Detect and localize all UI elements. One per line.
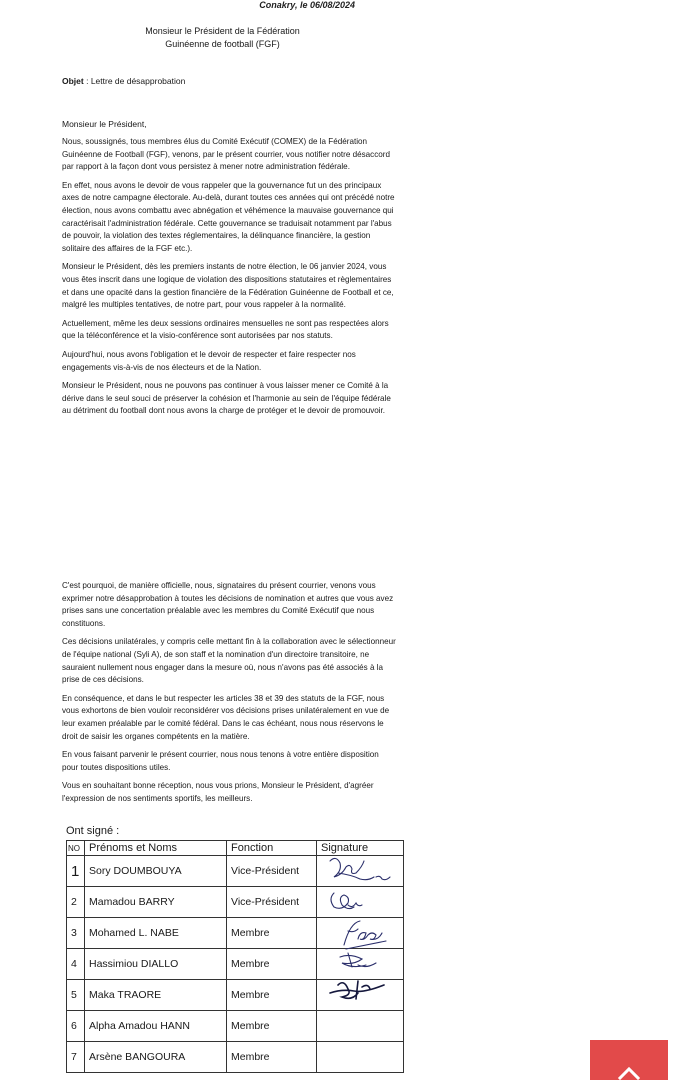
row-signature — [317, 1042, 404, 1073]
body-paragraph: En conséquence, et dans le but respecter les articles 38 et 39 des statuts de la FGF, nous vous exhortons de bien vouloir reconsidérer vos décisions prises unilatéralement en vue de leur examen préalable par le comité fédéral. Dans le cas échéant, nous nous réservons le droit de saisir les organes compétents en la matière. — [62, 693, 390, 741]
salutation: Monsieur le Président, — [62, 119, 147, 129]
table-row — [67, 1011, 404, 1042]
row-signature — [317, 949, 404, 980]
body-paragraph: Monsieur le Président, nous ne pouvons pas continuer à vous laisser mener ce Comité à la dérive dans le seul souci de préserver la cohésion et l'harmonie au sein de l'équipe fédérale au détriment du football dont nous avons la charge de protéger et le devoir de promouvoir. — [62, 381, 391, 416]
row-number: 6 — [67, 1011, 85, 1042]
subject-text: : Lettre de désapprobation — [83, 76, 186, 86]
row-signature — [317, 980, 404, 1011]
addressee-line: Monsieur le Président de la Fédération — [145, 26, 300, 36]
body-paragraph: En effet, nous avons le devoir de vous rappeler que la gouvernance fut un des principaux axes de notre campagne électorale. Au-delà, durant toutes ces années qui ont précédé notre élection, nous avons combattu avec abnégation et véhémence la mauvaise gouvernance qui caractérisait l'administration fédérale. Cette gouvernance se traduisait notamment par l'abus de pouvoir, la violation des textes réglementaires, la délinquance financière, la gestion solitaire des affaires de la FGF etc.). — [62, 180, 395, 253]
row-signature — [317, 1011, 404, 1042]
scroll-to-top-button[interactable] — [590, 1040, 668, 1080]
row-role: Membre — [227, 1042, 317, 1073]
table-header-row — [67, 841, 404, 856]
row-role: Vice-Président — [227, 856, 317, 887]
signatories-table — [66, 840, 404, 1073]
header-signature: Signature — [317, 841, 404, 856]
table-row — [67, 980, 404, 1011]
body-paragraph: Vous en souhaitant bonne réception, nous vous prions, Monsieur le Président, d'agréer l'expression de nos sentiments sportifs, les meilleurs. — [62, 781, 374, 803]
addressee-line: Guinéenne de football (FGF) — [165, 39, 280, 49]
row-role: Membre — [227, 980, 317, 1011]
row-name: Arsène BANGOURA — [85, 1042, 227, 1073]
row-signature — [317, 918, 404, 949]
body-paragraph: Nous, soussignés, tous membres élus du Comité Exécutif (COMEX) de la Fédération Guinéenne de Football (FGF), venons, par le présent courrier, vous notifier notre désaccord par rapport à la façon dont vous persistez à mener notre administration fédérale. — [62, 137, 390, 172]
body-paragraph: Ces décisions unilatérales, y compris celle mettant fin à la collaboration avec le sélectionneur de l'équipe national (Syli A), de son staff et la nomination d'un directoire transitoire, ne sauraient nullement nous engager dans la mesure où, nous n'avons pas été associés à la prise de ces décisions. — [62, 637, 396, 685]
body-paragraph: En vous faisant parvenir le présent courrier, nous nous tenons à votre entière disposition pour toutes dispositions utiles. — [62, 750, 379, 772]
row-number: 2 — [67, 887, 85, 918]
table-row — [67, 949, 404, 980]
row-name: Sory DOUMBOUYA — [85, 856, 227, 887]
body-paragraph: Monsieur le Président, dès les premiers instants de notre élection, le 06 janvier 2024, vous vous êtes inscrit dans une logique de violation des dispositions statutaires et règlementaires et dans une opacité dans la gestion financière de la Fédération Guinéenne de Football et ce, malgré les multiples tentatives, de notre part, pour vous rappeler à la normalité. — [62, 262, 394, 310]
table-row — [67, 1042, 404, 1073]
letter-body-bottom — [62, 580, 397, 812]
header-no: NO — [67, 841, 85, 856]
row-name: Hassimiou DIALLO — [85, 949, 227, 980]
row-name: Maka TRAORE — [85, 980, 227, 1011]
header-name: Prénoms et Noms — [85, 841, 227, 856]
letter-body-top — [62, 136, 397, 424]
row-number: 4 — [67, 949, 85, 980]
subject-line — [62, 76, 185, 86]
row-number: 7 — [67, 1042, 85, 1073]
chevron-up-icon — [618, 1066, 640, 1080]
table-row — [67, 856, 404, 887]
row-name: Mohamed L. NABE — [85, 918, 227, 949]
table-row — [67, 887, 404, 918]
row-role: Membre — [227, 918, 317, 949]
row-role: Vice-Président — [227, 887, 317, 918]
table-row — [67, 918, 404, 949]
letter-date: Conakry, le 06/08/2024 — [259, 0, 355, 10]
row-name: Alpha Amadou HANN — [85, 1011, 227, 1042]
row-role: Membre — [227, 1011, 317, 1042]
body-paragraph: Aujourd'hui, nous avons l'obligation et le devoir de respecter et faire respecter nos engagements vis-à-vis de nos électeurs et de la Nation. — [62, 349, 356, 372]
body-paragraph: C'est pourquoi, de manière officielle, nous, signataires du présent courrier, venons vous exprimer notre désapprobation à toutes les décisions de nomination et autres que vous avez prises sans une concertation préalable avec les membres du Comité Exécutif que nous constituons. — [62, 581, 394, 628]
row-name: Mamadou BARRY — [85, 887, 227, 918]
row-signature — [317, 887, 404, 918]
row-role: Membre — [227, 949, 317, 980]
row-number: 3 — [67, 918, 85, 949]
signatories-title: Ont signé : — [66, 825, 120, 837]
body-paragraph: Actuellement, même les deux sessions ordinaires mensuelles ne sont pas respectées alors que la téléconférence et la visio-conférence sont autorisées par nos statuts. — [62, 318, 389, 341]
subject-label: Objet — [62, 76, 84, 86]
row-signature — [317, 856, 404, 887]
row-number: 1 — [67, 856, 85, 887]
header-role: Fonction — [227, 841, 317, 856]
row-number: 5 — [67, 980, 85, 1011]
addressee-block — [110, 25, 335, 51]
